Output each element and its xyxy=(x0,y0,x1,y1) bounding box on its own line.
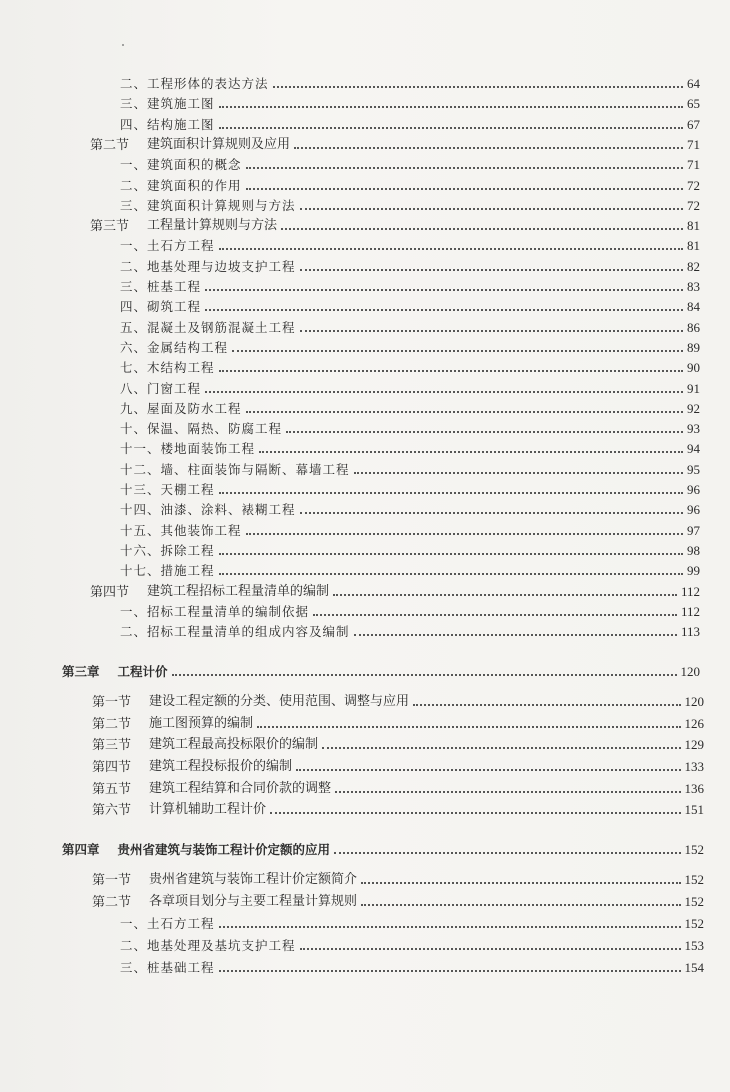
toc-entry-title: 十三、天棚工程 xyxy=(120,482,215,497)
dot-leader xyxy=(361,882,680,884)
toc-entry-section xyxy=(92,736,704,754)
toc-entry-item xyxy=(120,562,700,580)
toc-entry-title: 十七、措施工程 xyxy=(120,563,215,579)
dot-leader xyxy=(172,674,677,676)
toc-entry-item xyxy=(120,937,704,955)
toc-entry-title: 贵州省建筑与装饰工程计价定额简介 xyxy=(149,872,358,888)
toc-entry-title: 十二、墙、柱面装饰与隔断、幕墙工程 xyxy=(120,461,350,477)
toc-entry-page-number: 120 xyxy=(684,694,704,710)
toc-entry-title: 建筑工程投标报价的编制 xyxy=(149,758,293,774)
dot-leader xyxy=(300,208,683,210)
toc-entry-page-number: 81 xyxy=(687,238,700,254)
toc-entry-item xyxy=(120,542,700,560)
toc-entry-section xyxy=(92,780,704,798)
dot-leader xyxy=(219,926,681,928)
toc-entry-title: 贵州省建筑与装饰工程计价定额的应用 xyxy=(117,842,331,858)
dot-leader xyxy=(219,492,683,494)
toc-entry-page-number: 93 xyxy=(687,421,700,437)
dot-leader xyxy=(259,451,683,453)
toc-entry-page-number: 89 xyxy=(687,339,700,355)
dot-leader xyxy=(313,614,677,616)
toc-entry-title: 工程量计算规则与方法 xyxy=(147,218,278,234)
toc-entry-title: 十五、其他装饰工程 xyxy=(120,522,242,538)
dot-leader xyxy=(246,411,683,413)
dot-leader xyxy=(300,330,683,332)
toc-entry-item xyxy=(120,278,700,296)
dot-leader xyxy=(246,167,683,169)
dot-leader xyxy=(354,472,683,474)
toc-entry-item xyxy=(120,319,700,337)
toc-entry-page-number: 96 xyxy=(687,482,700,497)
toc-entry-section xyxy=(92,871,704,889)
toc-entry-number: 第二节 xyxy=(92,894,132,910)
toc-entry-item xyxy=(120,237,700,255)
dot-leader xyxy=(219,106,683,108)
toc-entry-item xyxy=(120,258,700,276)
dot-leader xyxy=(413,704,680,706)
toc-entry-section xyxy=(92,893,704,911)
toc-entry-title: 七、木结构工程 xyxy=(120,360,215,376)
toc-entry-page-number: 67 xyxy=(687,116,700,132)
toc-entry-title: 计算机辅助工程计价 xyxy=(149,802,267,818)
toc-entry-page-number: 112 xyxy=(680,603,700,619)
toc-entry-item xyxy=(120,603,700,621)
toc-entry-title: 建设工程定额的分类、使用范围、调整与应用 xyxy=(149,694,410,710)
toc-entry-page-number: 83 xyxy=(687,279,700,294)
toc-entry-page-number: 82 xyxy=(687,258,700,274)
toc-entry-number: 第四章 xyxy=(62,843,100,858)
dot-leader xyxy=(219,573,683,575)
toc-entry-number: 第一节 xyxy=(92,872,132,888)
toc-entry-number: 第四节 xyxy=(92,758,132,774)
toc-entry-page-number: 92 xyxy=(687,400,700,416)
toc-entry-title: 三、桩基础工程 xyxy=(120,960,215,976)
toc-entry-title: 四、结构施工图 xyxy=(120,116,215,132)
toc-entry-section xyxy=(90,217,700,235)
dot-leader xyxy=(219,553,683,555)
toc-entry-section xyxy=(92,758,704,776)
toc-entry-item xyxy=(120,156,700,174)
toc-entry-page-number: 154 xyxy=(684,960,704,976)
toc-entry-title: 十六、拆除工程 xyxy=(120,542,215,558)
toc-entry-title: 二、地基处理与边坡支护工程 xyxy=(120,258,296,274)
toc-entry-item xyxy=(120,359,700,377)
toc-entry-number: 第五节 xyxy=(92,780,132,796)
scan-speck xyxy=(122,44,124,46)
toc-entry-page-number: 97 xyxy=(687,522,700,538)
toc-entry-title: 二、招标工程量清单的组成内容及编制 xyxy=(120,624,350,640)
toc-entry-title: 各章项目划分与主要工程量计算规则 xyxy=(149,894,358,910)
toc-entry-page-number: 136 xyxy=(684,780,704,796)
toc-entry-title: 六、金属结构工程 xyxy=(120,339,229,355)
toc-entry-chapter xyxy=(62,841,704,859)
toc-entry-title: 三、建筑施工图 xyxy=(120,96,215,112)
toc-entry-page-number: 90 xyxy=(687,360,700,376)
dot-leader xyxy=(361,904,680,906)
toc-entry-page-number: 129 xyxy=(684,737,704,753)
toc-entry-page-number: 96 xyxy=(687,502,700,518)
toc-entry-title: 工程计价 xyxy=(117,664,168,680)
dot-leader xyxy=(333,594,677,596)
toc-entry-number: 第一节 xyxy=(92,694,132,710)
toc-entry-title: 建筑工程最高投标限价的编制 xyxy=(149,737,319,753)
toc-entry-page-number: 113 xyxy=(680,624,700,640)
toc-entry-page-number: 95 xyxy=(687,461,700,477)
toc-entry-section xyxy=(92,693,704,711)
toc-entry-title: 八、门窗工程 xyxy=(120,380,202,396)
toc-entry-page-number: 112 xyxy=(680,583,700,599)
toc-entry-page-number: 152 xyxy=(684,894,704,910)
dot-leader xyxy=(219,248,683,250)
dot-leader xyxy=(270,812,680,814)
toc-entry-section xyxy=(92,715,704,733)
dot-leader xyxy=(335,791,680,793)
toc-entry-item xyxy=(120,197,700,215)
toc-entry-number: 第二节 xyxy=(92,715,132,731)
dot-leader xyxy=(300,512,683,514)
toc-entry-page-number: 71 xyxy=(687,157,700,173)
toc-entry-page-number: 91 xyxy=(687,380,700,396)
dot-leader xyxy=(219,370,683,372)
toc-entry-page-number: 86 xyxy=(687,319,700,335)
toc-entry-title: 十一、楼地面装饰工程 xyxy=(120,441,256,457)
toc-entry-section xyxy=(90,136,700,154)
dot-leader xyxy=(273,86,683,88)
dot-leader xyxy=(300,269,683,271)
dot-leader xyxy=(322,747,680,749)
toc-entry-chapter xyxy=(62,663,700,681)
dot-leader xyxy=(296,769,680,771)
toc-entry-item xyxy=(120,915,704,933)
dot-leader xyxy=(246,533,683,535)
dot-leader xyxy=(205,309,683,311)
toc-entry-page-number: 64 xyxy=(687,76,700,91)
toc-entry-section xyxy=(90,583,700,601)
toc-entry-title: 建筑面积计算规则及应用 xyxy=(147,136,291,152)
toc-entry-item xyxy=(120,461,700,479)
toc-entry-title: 施工图预算的编制 xyxy=(149,715,254,731)
toc-entry-page-number: 72 xyxy=(687,177,700,193)
toc-entry-page-number: 120 xyxy=(680,664,700,680)
dot-leader xyxy=(286,431,683,433)
toc-entry-page-number: 153 xyxy=(684,938,704,954)
toc-entry-item xyxy=(120,420,700,438)
toc-entry-page-number: 151 xyxy=(684,802,704,818)
dot-leader xyxy=(257,726,680,728)
toc-entry-item xyxy=(120,522,700,540)
dot-leader xyxy=(205,289,683,291)
dot-leader xyxy=(232,350,683,352)
toc-entry-item xyxy=(120,623,700,641)
toc-entry-title: 二、地基处理及基坑支护工程 xyxy=(120,938,296,954)
toc-entry-section xyxy=(92,801,704,819)
toc-entry-title: 二、建筑面积的作用 xyxy=(120,177,242,193)
toc-entry-title: 四、砌筑工程 xyxy=(120,299,202,315)
toc-entry-item xyxy=(120,177,700,195)
toc-entry-page-number: 94 xyxy=(687,441,700,457)
toc-entry-page-number: 71 xyxy=(687,136,700,152)
dot-leader xyxy=(281,228,683,230)
dot-leader xyxy=(246,188,683,190)
toc-entry-title: 九、屋面及防水工程 xyxy=(120,400,242,416)
dot-leader xyxy=(219,127,683,129)
toc-entry-item xyxy=(120,440,700,458)
toc-entry-title: 十四、油漆、涂料、裱糊工程 xyxy=(120,502,296,518)
toc-entry-title: 二、工程形体的表达方法 xyxy=(120,76,269,91)
toc-entry-page-number: 81 xyxy=(687,218,700,234)
toc-entry-item xyxy=(120,481,700,499)
toc-entry-title: 一、土石方工程 xyxy=(120,238,215,254)
toc-entry-title: 一、招标工程量清单的编制依据 xyxy=(120,603,310,619)
toc-entry-title: 三、建筑面积计算规则与方法 xyxy=(120,197,296,213)
toc-entry-page-number: 152 xyxy=(684,872,704,888)
toc-entry-title: 三、桩基工程 xyxy=(120,279,202,294)
dot-leader xyxy=(205,391,683,393)
toc-entry-page-number: 99 xyxy=(687,563,700,579)
toc-entry-page-number: 98 xyxy=(687,542,700,558)
toc-entry-page-number: 84 xyxy=(687,299,700,315)
toc-entry-item xyxy=(120,380,700,398)
toc-entry-number: 第三节 xyxy=(90,218,130,234)
toc-entry-item xyxy=(120,501,700,519)
dot-leader xyxy=(354,634,677,636)
toc-entry-title: 建筑工程结算和合同价款的调整 xyxy=(149,780,332,796)
toc-entry-page-number: 72 xyxy=(687,197,700,213)
dot-leader xyxy=(300,948,681,950)
toc-entry-item xyxy=(120,116,700,134)
toc-entry-item xyxy=(120,75,700,93)
dot-leader xyxy=(294,147,683,149)
toc-entry-title: 一、土石方工程 xyxy=(120,916,215,932)
toc-entry-title: 十、保温、隔热、防腐工程 xyxy=(120,421,283,437)
toc-entry-item xyxy=(120,959,704,977)
toc-entry-page-number: 65 xyxy=(687,96,700,112)
dot-leader xyxy=(219,970,681,972)
toc-entry-page-number: 152 xyxy=(684,842,704,858)
toc-entry-number: 第四节 xyxy=(90,583,130,599)
toc-entry-title: 建筑工程招标工程量清单的编制 xyxy=(147,583,330,599)
toc-entry-number: 第三节 xyxy=(92,737,132,753)
toc-entry-item xyxy=(120,298,700,316)
toc-entry-page-number: 126 xyxy=(684,715,704,731)
toc-entry-page-number: 133 xyxy=(684,758,704,774)
toc-entry-page-number: 152 xyxy=(684,916,704,932)
dot-leader xyxy=(334,852,680,854)
toc-entry-number: 第三章 xyxy=(62,665,100,680)
toc-entry-number: 第二节 xyxy=(90,136,130,152)
toc-entry-item xyxy=(120,400,700,418)
toc-entry-number: 第六节 xyxy=(92,802,132,818)
toc-entry-title: 五、混凝土及钢筋混凝土工程 xyxy=(120,319,296,335)
toc-entry-title: 一、建筑面积的概念 xyxy=(120,157,242,173)
toc-entry-item xyxy=(120,339,700,357)
toc-entry-item xyxy=(120,95,700,113)
